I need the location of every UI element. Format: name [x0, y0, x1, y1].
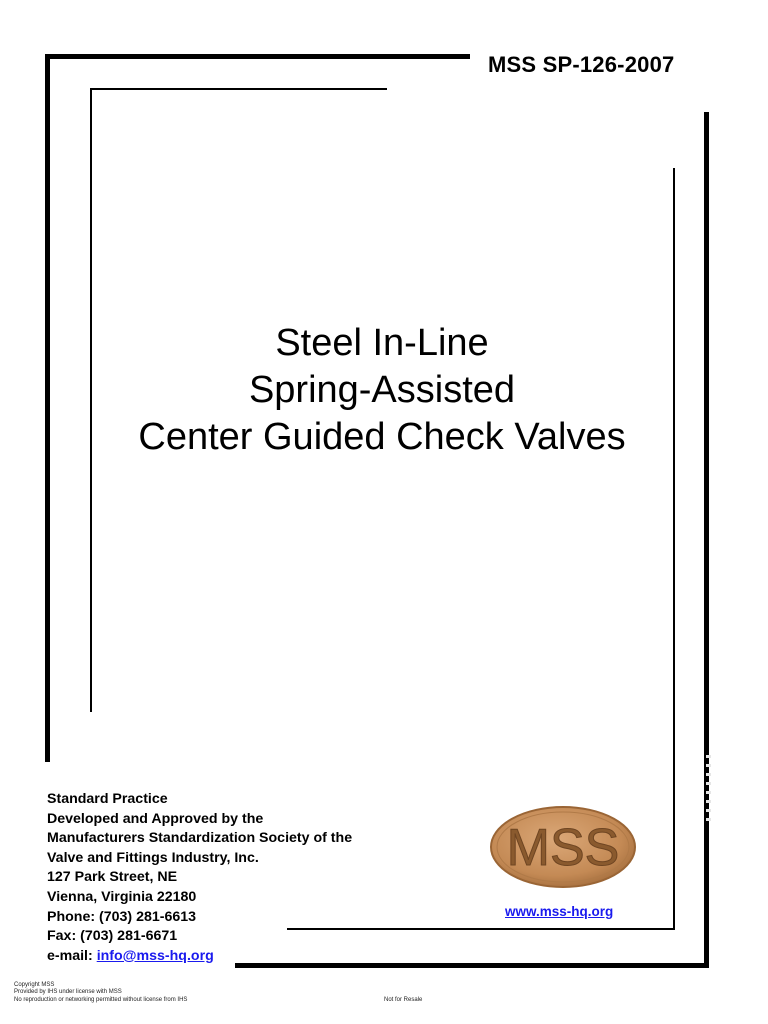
email-link[interactable]: info@mss-hq.org [96, 947, 214, 964]
mss-logo [488, 804, 638, 890]
inner-frame-top-rule [90, 88, 387, 90]
inner-frame-right-rule [673, 168, 675, 930]
title-line: Spring-Assisted [248, 369, 516, 411]
margin-artifact [706, 755, 711, 825]
outer-frame-top-rule [45, 54, 470, 59]
address-line: Vienna, Virginia 22180 [47, 888, 197, 905]
email-line [47, 947, 352, 967]
phone-line: Phone: (703) 281-6613 [47, 908, 197, 925]
footer-line: No reproduction or networking permitted without license from IHS [14, 996, 188, 1003]
footer-notice [14, 982, 187, 1004]
publisher-line: Valve and Fittings Industry, Inc. [47, 849, 259, 866]
outer-frame-left-rule [45, 54, 50, 762]
logo-text: MSS [506, 819, 620, 877]
title-line: Center Guided Check Valves [138, 416, 626, 458]
title-line: Steel In-Line [275, 322, 489, 364]
publisher-line: Developed and Approved by the [47, 810, 264, 827]
outer-frame-right-rule [704, 112, 709, 968]
email-label: e-mail: [47, 947, 93, 964]
document-number: MSS SP-126-2007 [488, 52, 675, 77]
fax-line: Fax: (703) 281-6671 [47, 928, 178, 945]
website-link[interactable]: www.mss-hq.org [505, 904, 614, 919]
publisher-line: Standard Practice [47, 791, 168, 807]
footer-line: Copyright MSS [14, 982, 55, 988]
footer-resale-notice: Not for Resale [384, 997, 423, 1003]
website [505, 904, 613, 919]
footer-line: Provided by IHS under license with MSS [14, 989, 122, 996]
publisher-info [47, 790, 352, 966]
address-line: 127 Park Street, NE [47, 869, 178, 886]
publisher-line: Manufacturers Standardization Society of the [47, 830, 353, 847]
document-title [92, 320, 672, 461]
